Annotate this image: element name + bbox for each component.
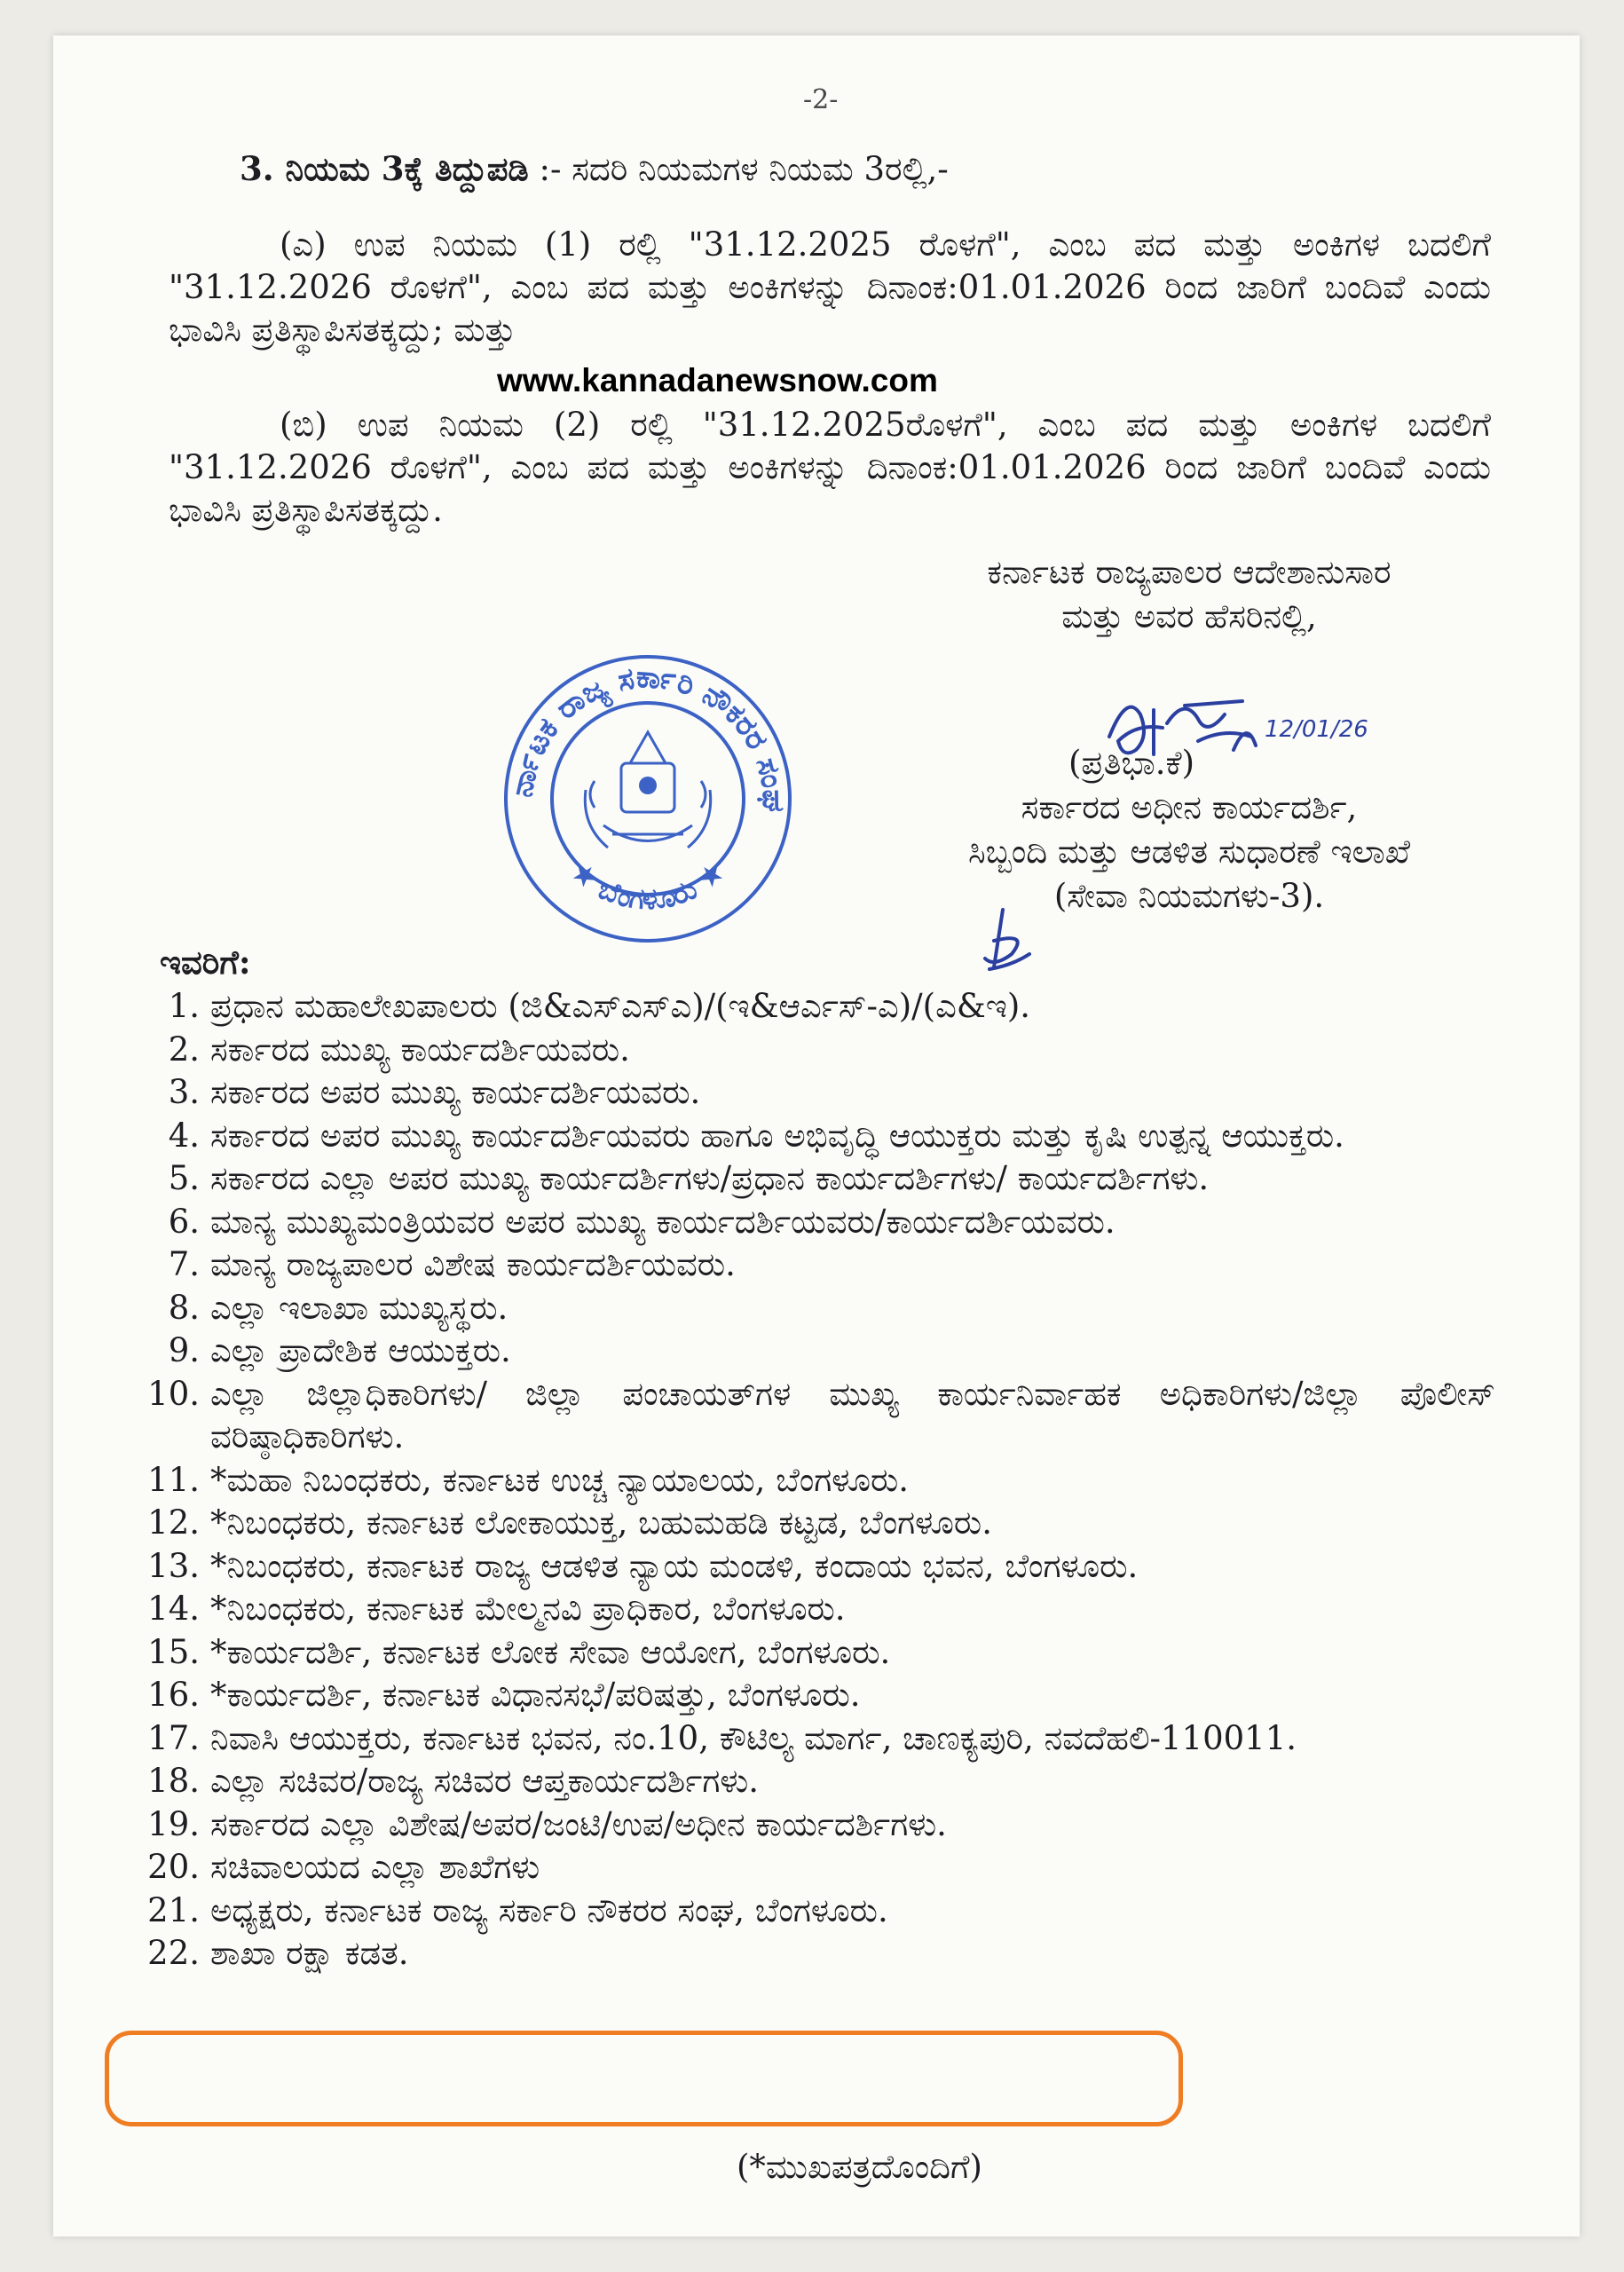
list-item-number: 18. xyxy=(147,1762,200,1800)
list-item xyxy=(146,1071,1495,1115)
list-item-number: 7. xyxy=(168,1245,200,1283)
list-item-text: *ಕಾರ್ಯದರ್ಶಿ, ಕರ್ನಾಟಕ ವಿಧಾನಸಭೆ/ಪರಿಷತ್ತು, ಬೆಂಗಳೂರು. xyxy=(210,1676,861,1714)
list-item-text: ಶಾಖಾ ರಕ್ಷಾ ಕಡತ. xyxy=(210,1934,409,1972)
salutation: ಇವರಿಗೆ: xyxy=(160,943,251,982)
initials-mark xyxy=(976,905,1056,980)
list-item-number: 16. xyxy=(147,1676,200,1714)
list-item xyxy=(146,1674,1495,1717)
list-item-text: ಸರ್ಕಾರದ ಎಲ್ಲಾ ವಿಶೇಷ/ಅಪರ/ಜಂಟಿ/ಉಪ/ಅಧೀನ ಕಾರ್ಯದರ್ಶಿಗಳು. xyxy=(210,1804,947,1843)
list-item xyxy=(146,985,1495,1029)
list-item xyxy=(146,1502,1495,1545)
list-item xyxy=(146,1459,1495,1503)
list-item-number: 21. xyxy=(147,1890,200,1929)
list-item xyxy=(146,1373,1495,1459)
list-item xyxy=(146,1029,1495,1072)
signatory-designation: ಸರ್ಕಾರದ ಅಧೀನ ಕಾರ್ಯದರ್ಶಿ, xyxy=(1021,788,1358,826)
initials-scribble-icon xyxy=(976,905,1056,976)
list-item xyxy=(146,1588,1495,1631)
list-item-number: 17. xyxy=(147,1718,200,1757)
list-item-text: *ಕಾರ್ಯದರ್ಶಿ, ಕರ್ನಾಟಕ ಲೋಕ ಸೇವಾ ಆಯೋಗ, ಬೆಂಗಳೂರು. xyxy=(210,1632,891,1671)
list-item-text: ಎಲ್ಲಾ ಪ್ರಾದೇಶಿಕ ಆಯುಕ್ತರು. xyxy=(210,1331,511,1369)
enclosure-note: (*ಮುಖಪತ್ರದೊಂದಿಗೆ) xyxy=(737,2148,982,2186)
list-item xyxy=(146,1803,1495,1847)
signatory-section: (ಸೇವಾ ನಿಯಮಗಳು-3). xyxy=(1053,877,1325,915)
list-item xyxy=(146,1201,1495,1244)
list-item xyxy=(146,1329,1495,1373)
list-item xyxy=(146,1760,1495,1803)
signatory-name: (ಪ್ರತಿಭಾ.ಕೆ) xyxy=(1068,744,1195,782)
recipient-list xyxy=(146,985,1495,1976)
list-item-number: 11. xyxy=(147,1460,200,1499)
list-item-text: ಸರ್ಕಾರದ ಎಲ್ಲಾ ಅಪರ ಮುಖ್ಯ ಕಾರ್ಯದರ್ಶಿಗಳು/ಪ್ರಧಾನ ಕಾರ್ಯದರ್ಶಿಗಳು/ ಕಾರ್ಯದರ್ಶಿಗಳು. xyxy=(210,1159,1210,1197)
paragraph-b-text: (ಬಿ) ಉಪ ನಿಯಮ (2) ರಲ್ಲಿ "31.12.2025ರೊಳಗೆ", ಎಂಬ ಪದ ಮತ್ತು ಅಂಕಿಗಳ ಬದಲಿಗೆ "31.12.2026 ರೊಳಗೆ", ಎಂಬ ಪದ ಮತ್ತು ಅಂಕಿಗಳನ್ನು ದಿನಾಂಕ:01.01.2026 ರಿಂದ ಜಾರಿಗೆ ಬಂದಿವೆ ಎಂದು ಭಾವಿಸಿ ಪ್ರತಿಸ್ಥಾಪಿಸತಕ್ಕದ್ದು. xyxy=(169,406,1491,529)
seal-icon xyxy=(497,648,799,950)
svg-text:★ ಬೆಂಗಳೂರು ★: ★ ಬೆಂಗಳೂರು ★ xyxy=(564,854,732,917)
list-item-number: 15. xyxy=(147,1632,200,1671)
watermark-url: www.kannadanewsnow.com xyxy=(497,362,938,398)
official-seal xyxy=(497,648,799,953)
list-item-number: 4. xyxy=(168,1116,200,1155)
list-item-number: 13. xyxy=(147,1546,200,1585)
signatory-department: ಸಿಬ್ಬಂದಿ ಮತ್ತು ಆಡಳಿತ ಸುಧಾರಣೆ ಇಲಾಖೆ xyxy=(967,832,1411,871)
list-item xyxy=(146,1545,1495,1589)
list-item xyxy=(146,1287,1495,1330)
list-item-text: *ಮಹಾ ನಿಬಂಧಕರು, ಕರ್ನಾಟಕ ಉಚ್ಚ ನ್ಯಾಯಾಲಯ, ಬೆಂಗಳೂರು. xyxy=(210,1460,910,1499)
heading-rest: :- ಸದರಿ ನಿಯಮಗಳ ನಿಯಮ 3ರಲ್ಲಿ,- xyxy=(539,150,949,188)
list-item xyxy=(146,1846,1495,1889)
list-item xyxy=(146,1889,1495,1933)
highlight-box xyxy=(105,2031,1183,2126)
order-line-2: ಮತ್ತು ಅವರ ಹೆಸರಿನಲ್ಲಿ, xyxy=(1061,597,1317,635)
paragraph-a xyxy=(169,224,1491,351)
list-item xyxy=(146,1631,1495,1675)
list-item-number: 5. xyxy=(168,1159,200,1197)
list-item-number: 10. xyxy=(147,1374,200,1413)
list-item xyxy=(146,1717,1495,1761)
list-item-text: *ನಿಬಂಧಕರು, ಕರ್ನಾಟಕ ಮೇಲ್ಮನವಿ ಪ್ರಾಧಿಕಾರ, ಬೆಂಗಳೂರು. xyxy=(210,1590,846,1628)
list-item-text: ಸರ್ಕಾರದ ಮುಖ್ಯ ಕಾರ್ಯದರ್ಶಿಯವರು. xyxy=(210,1030,630,1069)
list-item-number: 9. xyxy=(168,1331,200,1369)
section-heading xyxy=(240,149,949,189)
list-item-text: ಸಚಿವಾಲಯದ ಎಲ್ಲಾ ಶಾಖೆಗಳು xyxy=(210,1848,540,1886)
order-block xyxy=(879,550,1500,639)
list-item-text: ನಿವಾಸಿ ಆಯುಕ್ತರು, ಕರ್ನಾಟಕ ಭವನ, ನಂ.10, ಕೌಟಿಲ್ಯ ಮಾರ್ಗ, ಚಾಣಕ್ಯಪುರಿ, ನವದೆಹಲಿ-110011. xyxy=(210,1718,1297,1757)
list-item xyxy=(146,1243,1495,1287)
heading-number-title: 3. ನಿಯಮ 3ಕ್ಕೆ ತಿದ್ದುಪಡಿ xyxy=(240,149,529,188)
list-item-number: 12. xyxy=(147,1503,200,1542)
list-item-text: ಎಲ್ಲಾ ಜಿಲ್ಲಾಧಿಕಾರಿಗಳು/ ಜಿಲ್ಲಾ ಪಂಚಾಯತ್‌ಗಳ ಮುಖ್ಯ ಕಾರ್ಯನಿರ್ವಾಹಕ ಅಧಿಕಾರಿಗಳು/ಜಿಲ್ಲಾ ಪೊಲೀಸ್ ವರಿಷ್ಠಾಧಿಕಾರಿಗಳು. xyxy=(210,1374,1495,1456)
list-item-number: 3. xyxy=(168,1073,200,1111)
list-item-number: 19. xyxy=(147,1804,200,1843)
list-item-text: ಸರ್ಕಾರದ ಅಪರ ಮುಖ್ಯ ಕಾರ್ಯದರ್ಶಿಯವರು. xyxy=(210,1073,701,1111)
list-item-number: 8. xyxy=(168,1288,200,1327)
list-item-number: 2. xyxy=(168,1030,200,1069)
svg-text:ಕರ್ನಾಟಕ ರಾಜ್ಯ ಸರ್ಕಾರಿ ನೌಕರರ ಸಂ: ಕರ್ನಾಟಕ ರಾಜ್ಯ ಸರ್ಕಾರಿ ನೌಕರರ ಸಂಘ xyxy=(503,659,792,813)
list-item-number: 14. xyxy=(147,1590,200,1628)
list-item-number: 20. xyxy=(147,1848,200,1886)
list-item-text: ಎಲ್ಲಾ ಇಲಾಖಾ ಮುಖ್ಯಸ್ಥರು. xyxy=(210,1288,508,1327)
list-item-text: ಎಲ್ಲಾ ಸಚಿವರ/ರಾಜ್ಯ ಸಚಿವರ ಆಪ್ತಕಾರ್ಯದರ್ಶಿಗಳು. xyxy=(210,1762,759,1800)
signatory-block xyxy=(879,741,1500,919)
list-item-number: 1. xyxy=(168,987,200,1025)
list-item-text: ಮಾನ್ಯ ರಾಜ್ಯಪಾಲರ ವಿಶೇಷ ಕಾರ್ಯದರ್ಶಿಯವರು. xyxy=(210,1245,736,1283)
list-item-text: *ನಿಬಂಧಕರು, ಕರ್ನಾಟಕ ಲೋಕಾಯುಕ್ತ, ಬಹುಮಹಡಿ ಕಟ್ಟಡ, ಬೆಂಗಳೂರು. xyxy=(210,1503,992,1542)
list-item-text: ಸರ್ಕಾರದ ಅಪರ ಮುಖ್ಯ ಕಾರ್ಯದರ್ಶಿಯವರು ಹಾಗೂ ಅಭಿವೃದ್ಧಿ ಆಯುಕ್ತರು ಮತ್ತು ಕೃಷಿ ಉತ್ಪನ್ನ ಆಯುಕ್ತರು. xyxy=(210,1116,1344,1155)
list-item-text: ಪ್ರಧಾನ ಮಹಾಲೇಖಪಾಲರು (ಜಿ&ಎಸ್ಎಸ್ಎ)/(ಇ&ಆರ್ಎಸ್-ಎ)/(ಎ&ಇ). xyxy=(210,987,1031,1025)
list-item xyxy=(146,1115,1495,1158)
list-item-number: 22. xyxy=(147,1934,200,1972)
list-item xyxy=(146,1157,1495,1201)
page-number: -2- xyxy=(803,84,839,115)
list-item xyxy=(146,1932,1495,1976)
paragraph-b xyxy=(169,404,1491,532)
signature-date: 12/01/26 xyxy=(1265,716,1368,743)
list-item-text: ಮಾನ್ಯ ಮುಖ್ಯಮಂತ್ರಿಯವರ ಅಪರ ಮುಖ್ಯ ಕಾರ್ಯದರ್ಶಿಯವರು/ಕಾರ್ಯದರ್ಶಿಯವರು. xyxy=(210,1202,1116,1241)
order-line-1: ಕರ್ನಾಟಕ ರಾಜ್ಯಪಾಲರ ಆದೇಶಾನುಸಾರ xyxy=(987,553,1391,591)
list-item-text: *ನಿಬಂಧಕರು, ಕರ್ನಾಟಕ ರಾಜ್ಯ ಆಡಳಿತ ನ್ಯಾಯ ಮಂಡಳಿ, ಕಂದಾಯ ಭವನ, ಬೆಂಗಳೂರು. xyxy=(210,1546,1139,1585)
list-item-text: ಅಧ್ಯಕ್ಷರು, ಕರ್ನಾಟಕ ರಾಜ್ಯ ಸರ್ಕಾರಿ ನೌಕರರ ಸಂಘ, ಬೆಂಗಳೂರು. xyxy=(210,1890,888,1929)
paragraph-a-text: (ಎ) ಉಪ ನಿಯಮ (1) ರಲ್ಲಿ "31.12.2025 ರೊಳಗೆ", ಎಂಬ ಪದ ಮತ್ತು ಅಂಕಿಗಳ ಬದಲಿಗೆ "31.12.2026 ರೊಳಗೆ", ಎಂಬ ಪದ ಮತ್ತು ಅಂಕಿಗಳನ್ನು ದಿನಾಂಕ:01.01.2026 ರಿಂದ ಜಾರಿಗೆ ಬಂದಿವೆ ಎಂದು ಭಾವಿಸಿ ಪ್ರತಿಸ್ಥಾಪಿಸತಕ್ಕದ್ದು; ಮತ್ತು xyxy=(169,225,1491,349)
list-item-number: 6. xyxy=(168,1202,200,1241)
